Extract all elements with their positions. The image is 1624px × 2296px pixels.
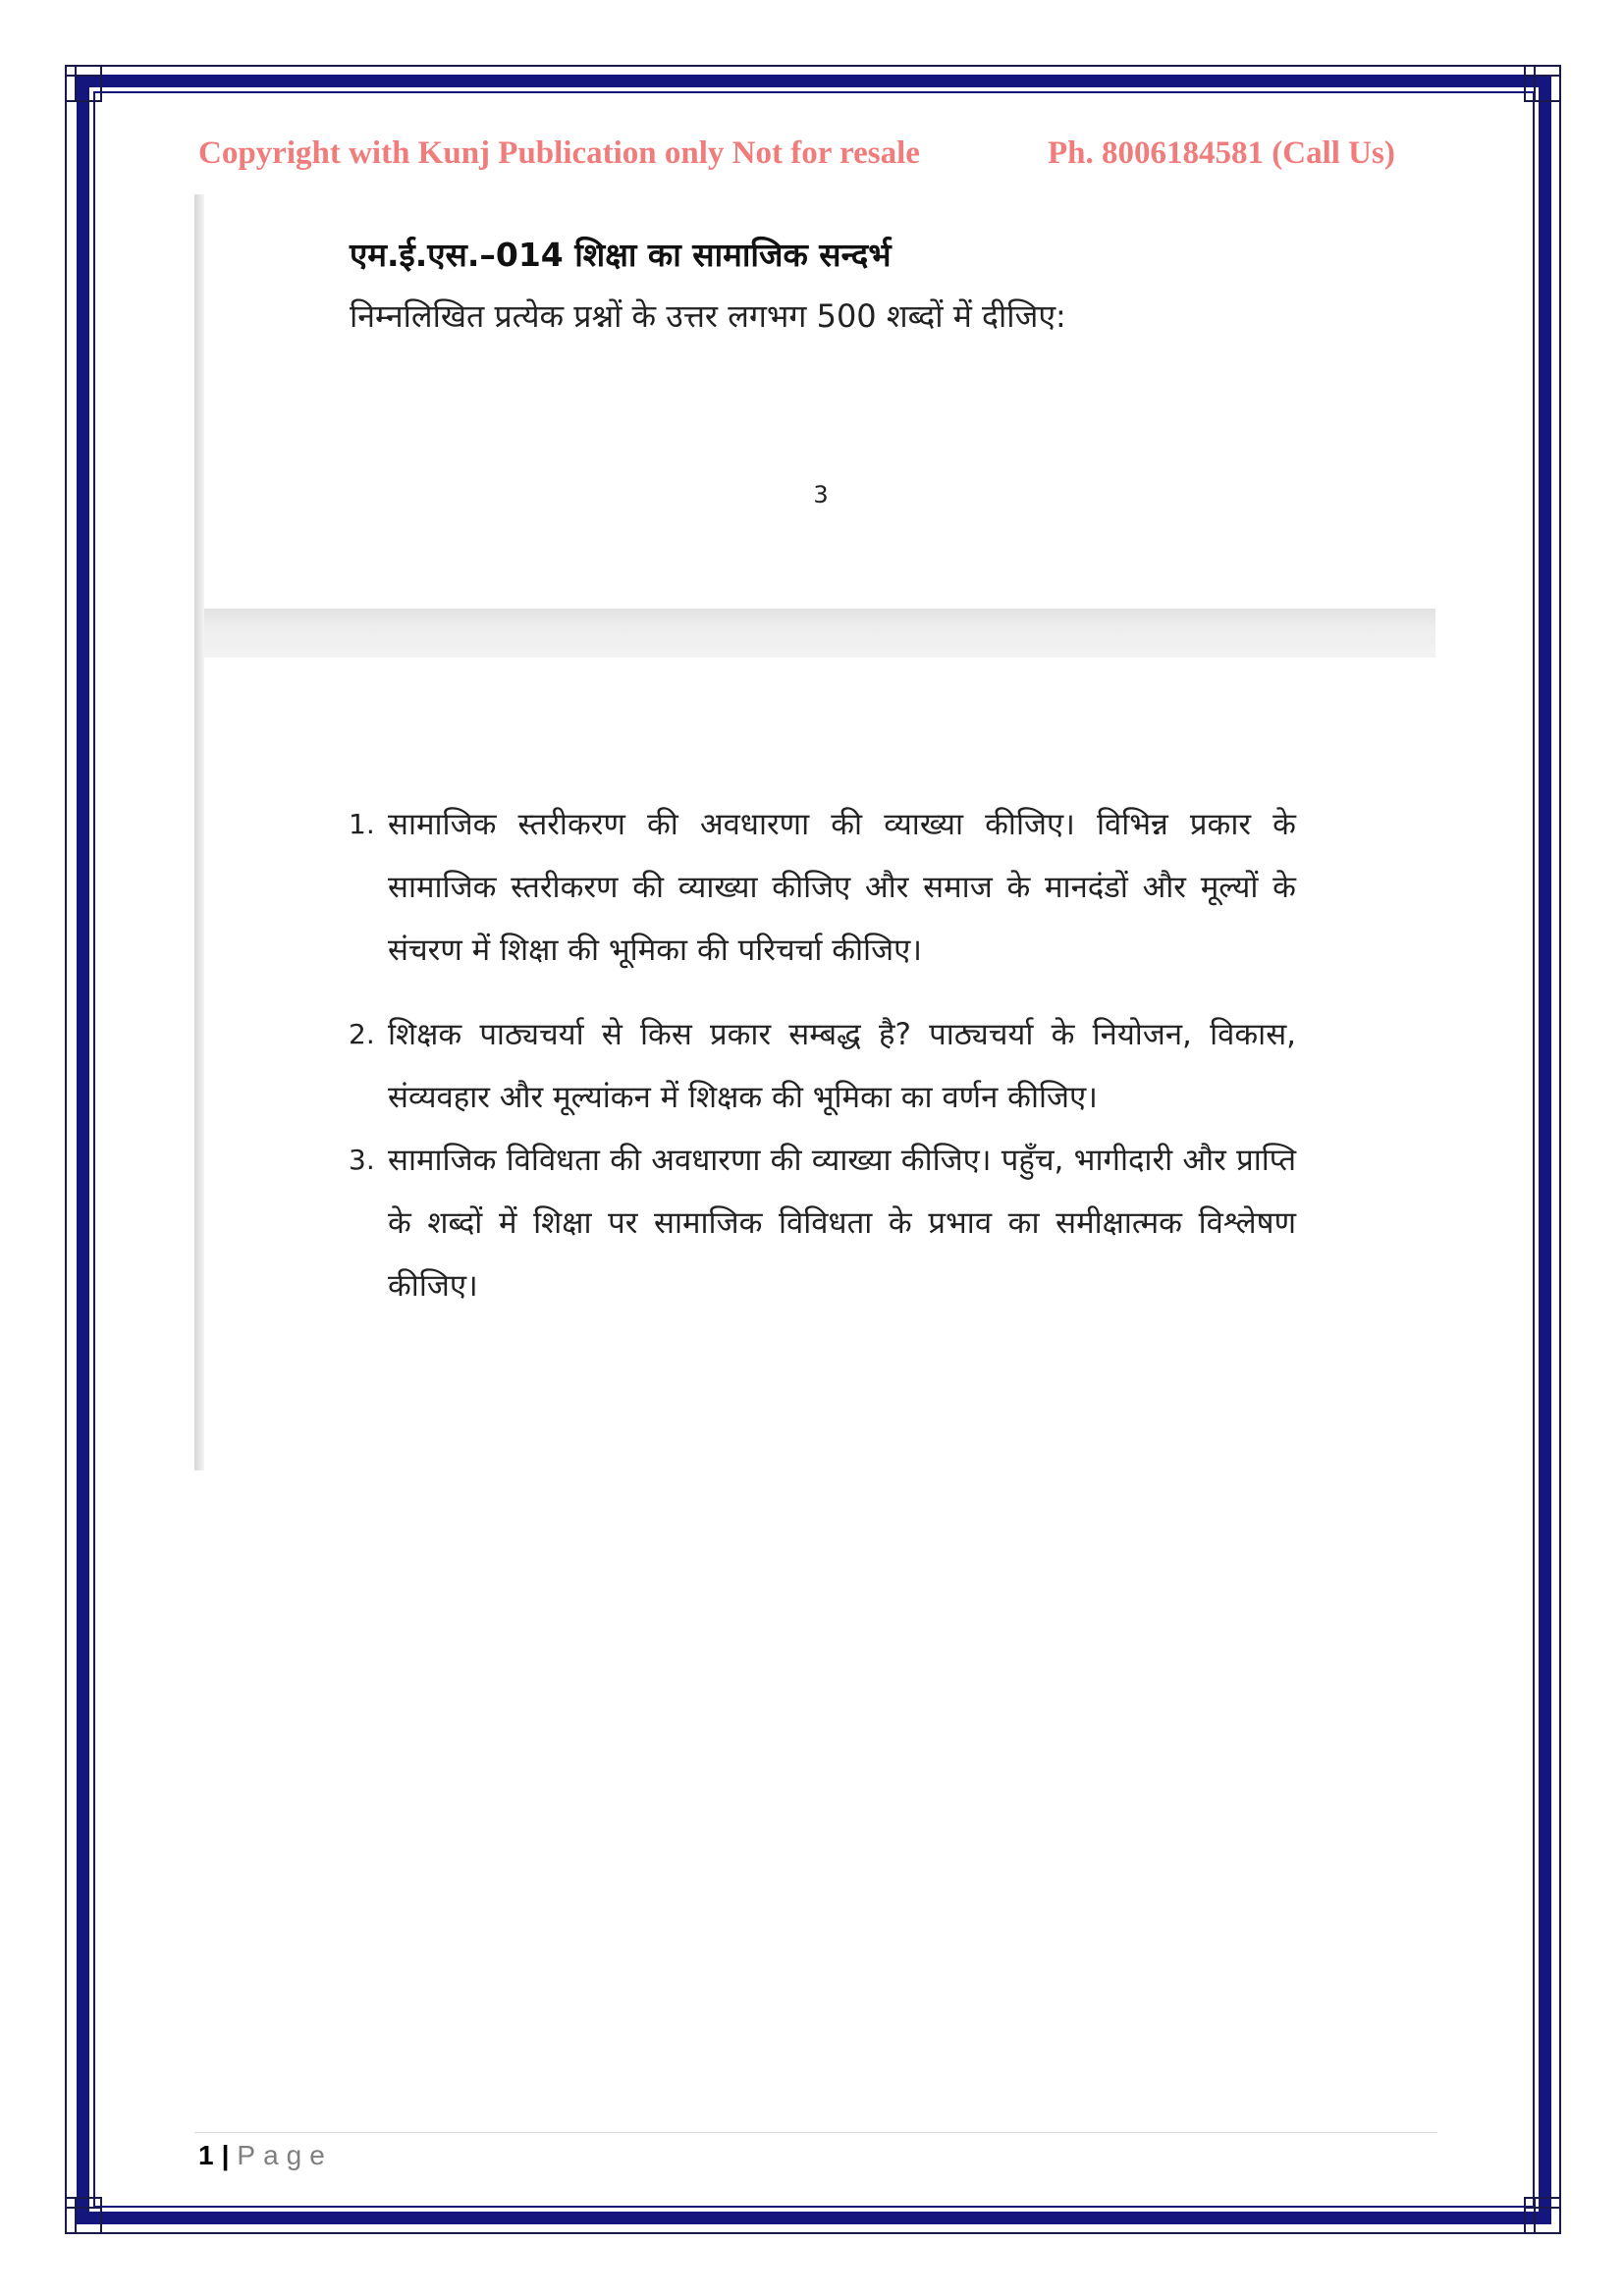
instruction-text: निम्नलिखित प्रत्येक प्रश्नों के उत्तर लगभग 500 शब्दों में दीजिए:	[350, 297, 1066, 335]
copyright-text: Copyright with Kunj Publication only Not for resale	[198, 135, 920, 171]
question-item	[349, 793, 1296, 982]
page-footer	[198, 2140, 333, 2171]
question-text: सामाजिक स्तरीकरण की अवधारणा की व्याख्या कीजिए। विभिन्न प्रकार के सामाजिक स्तरीकरण की व्याख्या कीजिए और समाज के मानदंडों और मूल्यों के संचरण में शिक्षा की भूमिका की परिचर्चा कीजिए।	[388, 807, 1296, 968]
scan-page-number: 3	[813, 481, 829, 508]
question-list	[349, 793, 1296, 1317]
question-text: सामाजिक विविधता की अवधारणा की व्याख्या कीजिए। पहुँच, भागीदारी और प्राप्ति के शब्दों में शिक्षा पर सामाजिक विविधता के प्रभाव का समीक्षात्मक विश्लेषण कीजिए।	[388, 1143, 1296, 1304]
phone-text: Ph. 8006184581 (Call Us)	[1048, 135, 1395, 171]
document-title: एम.ई.एस.–014 शिक्षा का सामाजिक सन्दर्भ	[350, 236, 892, 274]
page-gap-band	[204, 609, 1435, 658]
footer-page-label: Page	[237, 2140, 333, 2170]
copyright-header	[198, 135, 1435, 185]
corner-ornament-top-left	[65, 65, 102, 102]
question-number: 1.	[349, 808, 375, 840]
footer-divider	[194, 2132, 1437, 2133]
question-item	[349, 1003, 1296, 1129]
footer-separator: |	[221, 2140, 230, 2170]
corner-ornament-bottom-right	[1524, 2197, 1561, 2234]
question-text: शिक्षक पाठ्यचर्या से किस प्रकार सम्बद्ध है? पाठ्यचर्या के नियोजन, विकास, संव्यवहार और मूल्यांकन में शिक्षक की भूमिका का वर्णन कीजिए।	[388, 1017, 1296, 1115]
question-number: 3.	[349, 1144, 375, 1176]
question-item	[349, 1129, 1296, 1317]
corner-ornament-bottom-left	[65, 2197, 102, 2234]
scan-shadow-edge	[194, 194, 204, 1470]
footer-page-number: 1	[198, 2140, 214, 2170]
question-number: 2.	[349, 1018, 375, 1050]
corner-ornament-top-right	[1524, 65, 1561, 102]
